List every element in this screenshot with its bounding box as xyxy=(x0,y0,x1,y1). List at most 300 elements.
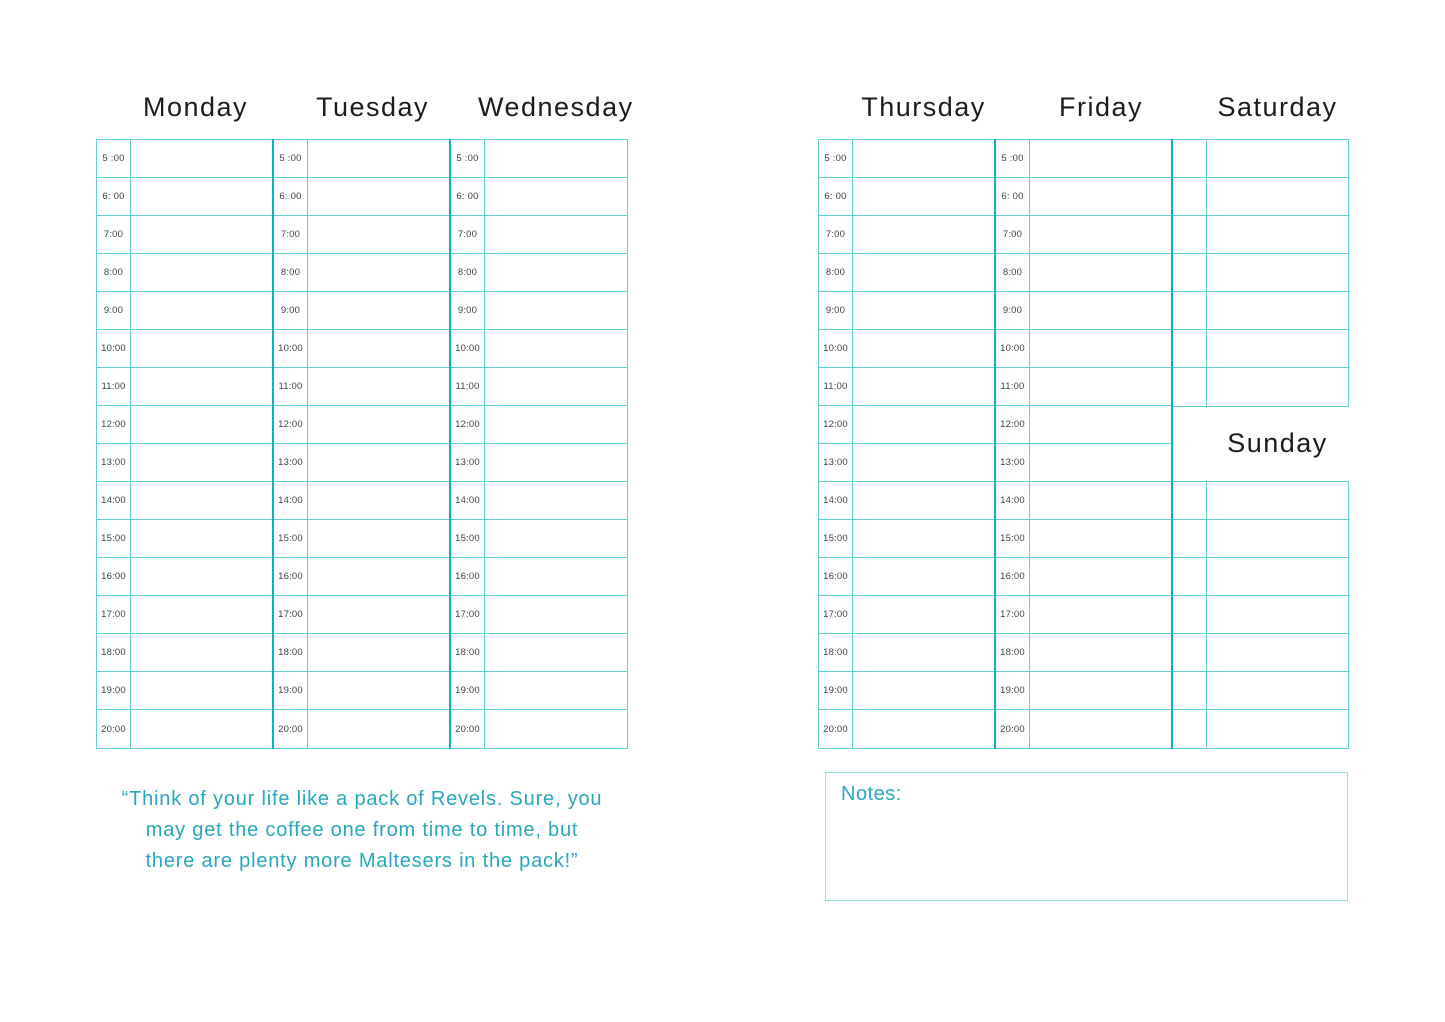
time-label: 5 :00 xyxy=(819,140,853,177)
schedule-cell[interactable] xyxy=(131,330,273,367)
time-label: 15:00 xyxy=(97,520,131,557)
schedule-row xyxy=(274,672,450,710)
empty-time-cell xyxy=(1173,710,1207,748)
schedule-cell[interactable] xyxy=(485,292,627,329)
schedule-row xyxy=(1173,596,1348,634)
time-label: 10:00 xyxy=(819,330,853,367)
day-header-thursday: Thursday xyxy=(861,92,986,122)
thursday-schedule-table xyxy=(818,139,996,749)
schedule-row xyxy=(819,482,995,520)
schedule-row xyxy=(1173,178,1348,216)
schedule-row xyxy=(996,292,1172,330)
schedule-row xyxy=(819,216,995,254)
schedule-row xyxy=(819,368,995,406)
schedule-row xyxy=(451,292,627,330)
schedule-cell[interactable] xyxy=(1207,672,1348,709)
schedule-cell[interactable] xyxy=(853,292,995,329)
schedule-row xyxy=(819,596,995,634)
schedule-cell[interactable] xyxy=(485,520,627,557)
day-boundary-line xyxy=(272,139,274,749)
time-label: 8:00 xyxy=(996,254,1030,291)
schedule-row xyxy=(1173,254,1348,292)
schedule-cell[interactable] xyxy=(853,178,995,215)
schedule-cell[interactable] xyxy=(1030,558,1172,595)
schedule-cell[interactable] xyxy=(485,140,627,177)
time-label: 12:00 xyxy=(274,406,308,443)
schedule-cell[interactable] xyxy=(131,634,273,671)
time-label: 17:00 xyxy=(819,596,853,633)
schedule-row xyxy=(1173,368,1348,406)
schedule-cell[interactable] xyxy=(308,368,450,405)
schedule-row xyxy=(996,672,1172,710)
schedule-row xyxy=(97,140,273,178)
schedule-row xyxy=(819,140,995,178)
empty-time-cell xyxy=(1173,292,1207,329)
schedule-cell[interactable] xyxy=(485,406,627,443)
schedule-row xyxy=(97,292,273,330)
time-label: 8:00 xyxy=(451,254,485,291)
schedule-cell[interactable] xyxy=(308,330,450,367)
schedule-cell[interactable] xyxy=(1207,216,1348,253)
schedule-cell[interactable] xyxy=(1207,254,1348,291)
schedule-cell[interactable] xyxy=(853,558,995,595)
time-label: 14:00 xyxy=(274,482,308,519)
schedule-row xyxy=(819,672,995,710)
schedule-cell[interactable] xyxy=(308,444,450,481)
schedule-row xyxy=(451,330,627,368)
time-label: 16:00 xyxy=(819,558,853,595)
schedule-row xyxy=(451,368,627,406)
notes-writing-area[interactable] xyxy=(826,811,1347,900)
schedule-row xyxy=(97,520,273,558)
empty-time-cell xyxy=(1173,634,1207,671)
time-label: 17:00 xyxy=(451,596,485,633)
empty-time-cell xyxy=(1173,672,1207,709)
day-header-sunday: Sunday xyxy=(1227,428,1328,458)
time-label: 17:00 xyxy=(996,596,1030,633)
time-label: 7:00 xyxy=(996,216,1030,253)
schedule-row xyxy=(274,330,450,368)
schedule-row xyxy=(274,406,450,444)
time-label: 15:00 xyxy=(451,520,485,557)
schedule-cell[interactable] xyxy=(853,368,995,405)
schedule-row xyxy=(819,254,995,292)
schedule-cell[interactable] xyxy=(485,254,627,291)
empty-time-cell xyxy=(1173,254,1207,291)
time-label: 20:00 xyxy=(996,710,1030,748)
schedule-cell[interactable] xyxy=(131,672,273,709)
schedule-row xyxy=(274,520,450,558)
schedule-row xyxy=(97,482,273,520)
tuesday-schedule-table xyxy=(273,139,451,749)
schedule-cell[interactable] xyxy=(308,558,450,595)
schedule-row xyxy=(996,482,1172,520)
schedule-cell[interactable] xyxy=(485,672,627,709)
schedule-row xyxy=(97,216,273,254)
schedule-cell[interactable] xyxy=(131,444,273,481)
schedule-cell[interactable] xyxy=(1030,140,1172,177)
schedule-row xyxy=(819,710,995,748)
schedule-cell[interactable] xyxy=(853,406,995,443)
time-label: 8:00 xyxy=(97,254,131,291)
time-label: 9:00 xyxy=(996,292,1030,329)
schedule-cell[interactable] xyxy=(131,558,273,595)
schedule-cell[interactable] xyxy=(131,520,273,557)
schedule-row xyxy=(451,140,627,178)
monday-schedule-table xyxy=(96,139,274,749)
time-label: 20:00 xyxy=(274,710,308,748)
day-boundary-line xyxy=(449,139,451,749)
schedule-row xyxy=(1173,292,1348,330)
empty-time-cell xyxy=(1173,216,1207,253)
schedule-row xyxy=(97,178,273,216)
time-label: 7:00 xyxy=(451,216,485,253)
schedule-cell[interactable] xyxy=(308,710,450,748)
schedule-cell[interactable] xyxy=(1030,406,1172,443)
schedule-row xyxy=(819,406,995,444)
empty-time-cell xyxy=(1173,520,1207,557)
schedule-row xyxy=(274,558,450,596)
schedule-row xyxy=(451,558,627,596)
time-label: 13:00 xyxy=(97,444,131,481)
schedule-cell[interactable] xyxy=(853,596,995,633)
schedule-row xyxy=(996,254,1172,292)
schedule-row xyxy=(274,254,450,292)
schedule-cell[interactable] xyxy=(131,140,273,177)
schedule-row xyxy=(1173,140,1348,178)
schedule-row xyxy=(274,216,450,254)
time-label: 9:00 xyxy=(97,292,131,329)
schedule-row xyxy=(97,444,273,482)
friday-schedule-table xyxy=(995,139,1173,749)
wednesday-schedule-table xyxy=(450,139,628,749)
schedule-cell[interactable] xyxy=(1030,520,1172,557)
schedule-cell[interactable] xyxy=(1207,330,1348,367)
schedule-row xyxy=(996,406,1172,444)
schedule-cell[interactable] xyxy=(1207,596,1348,633)
schedule-cell[interactable] xyxy=(131,710,273,748)
time-label: 14:00 xyxy=(451,482,485,519)
schedule-row xyxy=(1173,710,1348,748)
quote-text xyxy=(96,784,628,877)
schedule-row xyxy=(996,520,1172,558)
time-label: 11:00 xyxy=(451,368,485,405)
time-label: 11:00 xyxy=(97,368,131,405)
schedule-cell[interactable] xyxy=(1207,558,1348,595)
time-label: 17:00 xyxy=(97,596,131,633)
schedule-cell[interactable] xyxy=(1207,710,1348,748)
day-header-saturday: Saturday xyxy=(1217,92,1338,122)
time-label: 11:00 xyxy=(996,368,1030,405)
time-label: 7:00 xyxy=(819,216,853,253)
schedule-row xyxy=(451,406,627,444)
empty-time-cell xyxy=(1173,558,1207,595)
schedule-row xyxy=(451,254,627,292)
time-label: 18:00 xyxy=(819,634,853,671)
time-label: 6: 00 xyxy=(451,178,485,215)
time-label: 6: 00 xyxy=(819,178,853,215)
schedule-cell[interactable] xyxy=(131,406,273,443)
schedule-row xyxy=(996,444,1172,482)
time-label: 10:00 xyxy=(451,330,485,367)
schedule-cell[interactable] xyxy=(485,330,627,367)
schedule-row xyxy=(1173,330,1348,368)
schedule-row xyxy=(97,634,273,672)
notes-box xyxy=(825,772,1348,901)
schedule-row xyxy=(97,596,273,634)
schedule-cell[interactable] xyxy=(1207,178,1348,215)
time-label: 6: 00 xyxy=(97,178,131,215)
time-label: 10:00 xyxy=(996,330,1030,367)
schedule-row xyxy=(451,216,627,254)
schedule-row xyxy=(97,672,273,710)
time-label: 19:00 xyxy=(274,672,308,709)
schedule-row xyxy=(996,178,1172,216)
time-label: 12:00 xyxy=(451,406,485,443)
schedule-row xyxy=(451,634,627,672)
schedule-row xyxy=(996,140,1172,178)
schedule-row xyxy=(451,710,627,748)
schedule-row xyxy=(451,672,627,710)
time-label: 9:00 xyxy=(274,292,308,329)
schedule-cell[interactable] xyxy=(308,672,450,709)
schedule-cell[interactable] xyxy=(853,254,995,291)
saturday-schedule-table xyxy=(1172,139,1349,407)
schedule-cell[interactable] xyxy=(131,178,273,215)
time-label: 6: 00 xyxy=(996,178,1030,215)
time-label: 13:00 xyxy=(819,444,853,481)
time-label: 19:00 xyxy=(819,672,853,709)
time-label: 12:00 xyxy=(996,406,1030,443)
schedule-cell[interactable] xyxy=(485,634,627,671)
schedule-cell[interactable] xyxy=(1030,216,1172,253)
schedule-row xyxy=(819,178,995,216)
time-label: 6: 00 xyxy=(274,178,308,215)
schedule-row xyxy=(451,482,627,520)
time-label: 9:00 xyxy=(819,292,853,329)
schedule-cell[interactable] xyxy=(1030,178,1172,215)
schedule-row xyxy=(97,710,273,748)
schedule-cell[interactable] xyxy=(1207,292,1348,329)
schedule-cell[interactable] xyxy=(1030,330,1172,367)
quote-line: may get the coffee one from time to time, but xyxy=(145,819,579,841)
schedule-cell[interactable] xyxy=(485,368,627,405)
time-label: 7:00 xyxy=(274,216,308,253)
time-label: 17:00 xyxy=(274,596,308,633)
schedule-cell[interactable] xyxy=(1207,520,1348,557)
schedule-cell[interactable] xyxy=(1030,368,1172,405)
schedule-row xyxy=(97,558,273,596)
schedule-cell[interactable] xyxy=(1030,634,1172,671)
time-label: 5 :00 xyxy=(274,140,308,177)
schedule-row xyxy=(97,330,273,368)
schedule-cell[interactable] xyxy=(1030,672,1172,709)
sunday-schedule-table xyxy=(1172,481,1349,749)
schedule-row xyxy=(819,330,995,368)
empty-time-cell xyxy=(1173,178,1207,215)
schedule-cell[interactable] xyxy=(853,216,995,253)
time-label: 13:00 xyxy=(996,444,1030,481)
empty-time-cell xyxy=(1173,596,1207,633)
time-label: 11:00 xyxy=(274,368,308,405)
schedule-cell[interactable] xyxy=(485,596,627,633)
schedule-cell[interactable] xyxy=(1207,140,1348,177)
time-label: 18:00 xyxy=(97,634,131,671)
schedule-cell[interactable] xyxy=(853,140,995,177)
time-label: 12:00 xyxy=(97,406,131,443)
schedule-row xyxy=(274,710,450,748)
schedule-cell[interactable] xyxy=(853,444,995,481)
schedule-cell[interactable] xyxy=(1207,368,1348,406)
empty-time-cell xyxy=(1173,330,1207,367)
schedule-row xyxy=(274,634,450,672)
schedule-cell[interactable] xyxy=(485,482,627,519)
time-label: 8:00 xyxy=(274,254,308,291)
time-label: 12:00 xyxy=(819,406,853,443)
schedule-cell[interactable] xyxy=(1207,634,1348,671)
day-header-friday: Friday xyxy=(1058,92,1143,122)
schedule-row xyxy=(996,330,1172,368)
time-label: 16:00 xyxy=(274,558,308,595)
schedule-row xyxy=(1173,520,1348,558)
empty-time-cell xyxy=(1173,482,1207,519)
notes-label: Notes: xyxy=(841,783,902,805)
schedule-cell[interactable] xyxy=(308,406,450,443)
schedule-row xyxy=(274,368,450,406)
time-label: 19:00 xyxy=(996,672,1030,709)
schedule-row xyxy=(274,178,450,216)
schedule-cell[interactable] xyxy=(1030,444,1172,481)
schedule-row xyxy=(274,482,450,520)
day-boundary-line xyxy=(1171,139,1173,749)
time-label: 15:00 xyxy=(819,520,853,557)
schedule-cell[interactable] xyxy=(485,710,627,748)
schedule-cell[interactable] xyxy=(1030,596,1172,633)
schedule-cell[interactable] xyxy=(485,558,627,595)
schedule-cell[interactable] xyxy=(1030,254,1172,291)
quote-line: there are plenty more Maltesers in the pack!” xyxy=(145,850,579,872)
time-label: 18:00 xyxy=(451,634,485,671)
schedule-cell[interactable] xyxy=(485,216,627,253)
schedule-row xyxy=(996,558,1172,596)
time-label: 11:00 xyxy=(819,368,853,405)
day-header-tuesday: Tuesday xyxy=(315,92,430,122)
schedule-cell[interactable] xyxy=(308,482,450,519)
schedule-row xyxy=(97,368,273,406)
time-label: 15:00 xyxy=(274,520,308,557)
schedule-cell[interactable] xyxy=(853,634,995,671)
schedule-row xyxy=(274,292,450,330)
empty-time-cell xyxy=(1173,140,1207,177)
time-label: 13:00 xyxy=(451,444,485,481)
schedule-cell[interactable] xyxy=(308,178,450,215)
schedule-row xyxy=(996,596,1172,634)
day-header-wednesday: Wednesday xyxy=(478,92,634,122)
time-label: 20:00 xyxy=(819,710,853,748)
schedule-row xyxy=(451,596,627,634)
schedule-cell[interactable] xyxy=(1207,482,1348,519)
schedule-row xyxy=(819,558,995,596)
schedule-row xyxy=(996,368,1172,406)
time-label: 7:00 xyxy=(97,216,131,253)
time-label: 19:00 xyxy=(97,672,131,709)
schedule-row xyxy=(274,596,450,634)
schedule-cell[interactable] xyxy=(131,254,273,291)
schedule-cell[interactable] xyxy=(1030,482,1172,519)
time-label: 16:00 xyxy=(97,558,131,595)
time-label: 16:00 xyxy=(451,558,485,595)
time-label: 8:00 xyxy=(819,254,853,291)
schedule-cell[interactable] xyxy=(853,520,995,557)
time-label: 19:00 xyxy=(451,672,485,709)
schedule-row xyxy=(996,710,1172,748)
schedule-cell[interactable] xyxy=(308,520,450,557)
time-label: 20:00 xyxy=(97,710,131,748)
time-label: 14:00 xyxy=(97,482,131,519)
schedule-cell[interactable] xyxy=(308,292,450,329)
schedule-row xyxy=(1173,558,1348,596)
schedule-row xyxy=(1173,482,1348,520)
time-label: 20:00 xyxy=(451,710,485,748)
schedule-cell[interactable] xyxy=(131,292,273,329)
schedule-cell[interactable] xyxy=(131,482,273,519)
time-label: 18:00 xyxy=(996,634,1030,671)
schedule-cell[interactable] xyxy=(853,482,995,519)
schedule-cell[interactable] xyxy=(485,178,627,215)
schedule-cell[interactable] xyxy=(308,596,450,633)
schedule-cell[interactable] xyxy=(308,140,450,177)
schedule-row xyxy=(819,444,995,482)
time-label: 10:00 xyxy=(274,330,308,367)
schedule-row xyxy=(819,292,995,330)
schedule-row xyxy=(274,444,450,482)
schedule-cell[interactable] xyxy=(485,444,627,481)
time-label: 15:00 xyxy=(996,520,1030,557)
schedule-cell[interactable] xyxy=(131,596,273,633)
schedule-row xyxy=(97,406,273,444)
schedule-cell[interactable] xyxy=(131,216,273,253)
time-label: 5 :00 xyxy=(996,140,1030,177)
schedule-cell[interactable] xyxy=(1030,292,1172,329)
schedule-row xyxy=(1173,672,1348,710)
schedule-cell[interactable] xyxy=(308,254,450,291)
schedule-cell[interactable] xyxy=(308,634,450,671)
time-label: 16:00 xyxy=(996,558,1030,595)
day-boundary-line xyxy=(994,139,996,749)
schedule-row xyxy=(1173,634,1348,672)
schedule-cell[interactable] xyxy=(308,216,450,253)
schedule-cell[interactable] xyxy=(131,368,273,405)
time-label: 9:00 xyxy=(451,292,485,329)
schedule-row xyxy=(996,216,1172,254)
time-label: 18:00 xyxy=(274,634,308,671)
empty-time-cell xyxy=(1173,368,1207,406)
schedule-cell[interactable] xyxy=(853,672,995,709)
schedule-row xyxy=(819,520,995,558)
schedule-cell[interactable] xyxy=(1030,710,1172,748)
schedule-row xyxy=(451,520,627,558)
time-label: 13:00 xyxy=(274,444,308,481)
time-label: 14:00 xyxy=(996,482,1030,519)
day-header-monday: Monday xyxy=(142,92,249,122)
time-label: 14:00 xyxy=(819,482,853,519)
schedule-row xyxy=(1173,216,1348,254)
time-label: 5 :00 xyxy=(97,140,131,177)
quote-line: “Think of your life like a pack of Revels. Sure, you xyxy=(121,788,603,810)
schedule-cell[interactable] xyxy=(853,710,995,748)
time-label: 5 :00 xyxy=(451,140,485,177)
schedule-cell[interactable] xyxy=(853,330,995,367)
